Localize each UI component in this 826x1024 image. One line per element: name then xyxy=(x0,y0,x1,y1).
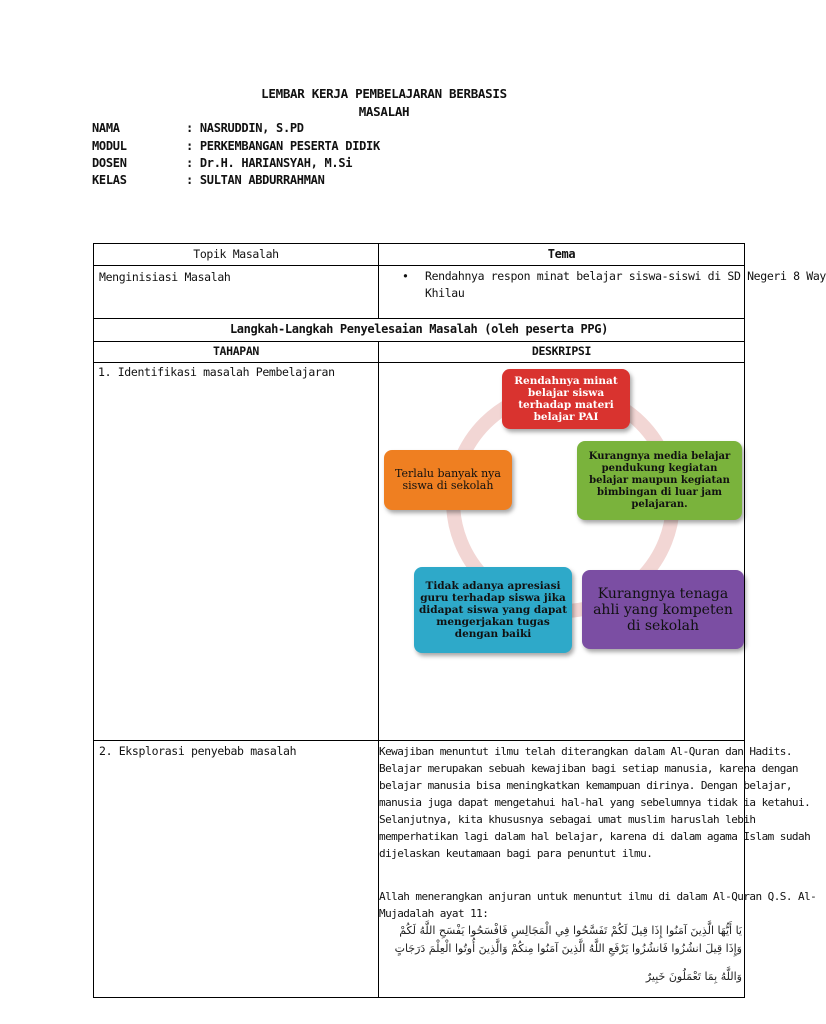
arabic-verse-line1: يَا أَيُّهَا الَّذِينَ آمَنُوا إِذَا قِيلَ لَكُمْ تَفَسَّحُوا فِي الْمَجَالِسِ فَافْسَحُوا يَفْسَحِ اللَّهُ لَكُمْ xyxy=(399,924,742,937)
tahapan-header: TAHAPAN xyxy=(212,344,259,358)
topic-cell: Menginisiasi Masalah xyxy=(99,270,231,284)
steps-title: Langkah-Langkah Penyelesaian Masalah (oleh peserta PPG) xyxy=(229,322,609,336)
cycle-box-left: Terlalu banyak nya siswa di sekolah xyxy=(384,450,512,510)
cycle-box-top: Rendahnya minat belajar siswa terhadap materi belajar PAI xyxy=(502,369,630,429)
cycle-box-bottom-left: Tidak adanya apresiasi guru terhadap siswa jika didapat siswa yang dapat mengerjakan tugas dengan baiki xyxy=(414,567,572,653)
tema-header: Tema xyxy=(547,247,576,261)
cycle-box-bottom-right: Kurangnya tenaga ahli yang kompeten di sekolah xyxy=(582,570,744,649)
arabic-verse-line2: وَإِذَا قِيلَ انشُزُوا فَانشُزُوا يَرْفَعِ اللَّهُ الَّذِينَ آمَنُوا مِنكُمْ وَالَّذِينَ أُوتُوا الْعِلْمَ دَرَجَاتٍ xyxy=(394,942,742,955)
value-modul: : PERKEMBANGAN PESERTA DIDIK xyxy=(186,139,380,153)
theme-bullet: • xyxy=(402,269,409,283)
arabic-verse-line3: وَاللَّهُ بِمَا تَعْمَلُونَ خَبِيرٌ xyxy=(645,970,742,983)
description-line: Kewajiban menuntut ilmu telah diterangkan dalam Al-Quran dan Hadits. xyxy=(379,745,792,758)
label-nama: NAMA xyxy=(92,121,120,135)
description-line: memperhatikan lagi dalam hal belajar, karena di dalam agama Islam sudah xyxy=(379,830,811,843)
label-modul: MODUL xyxy=(92,139,127,153)
quran-intro-line1: Allah menerangkan anjuran untuk menuntut ilmu di dalam Al-Quran Q.S. Al- xyxy=(379,890,817,903)
description-line: Selanjutnya, kita khususnya sebagai umat muslim haruslah lebih xyxy=(379,813,756,826)
description-line: dijelaskan keutamaan bagi para penuntut ilmu. xyxy=(379,847,653,860)
description-line: belajar manusia bisa meningkatkan kemampuan dirinya. Dengan belajar, xyxy=(379,779,792,792)
document-title-line2: MASALAH xyxy=(358,104,410,119)
exploration-description xyxy=(379,743,811,862)
step2-label: 2. Eksplorasi penyebab masalah xyxy=(99,744,297,758)
cycle-box-right: Kurangnya media belajar pendukung kegiatan belajar maupun kegiatan bimbingan di luar jam pelajaran. xyxy=(577,441,742,520)
label-dosen: DOSEN xyxy=(92,156,127,170)
label-kelas: KELAS xyxy=(92,173,127,187)
theme-text-line2: Khilau xyxy=(425,286,465,300)
topik-masalah-header: Topik Masalah xyxy=(193,247,279,261)
value-nama: : NASRUDDIN, S.PD xyxy=(186,121,304,135)
document-title-line1: LEMBAR KERJA PEMBELAJARAN BERBASIS xyxy=(261,86,507,101)
quran-intro-line2: Mujadalah ayat 11: xyxy=(379,907,489,920)
theme-text-line1: Rendahnya respon minat belajar siswa-siswi di SD Negeri 8 Way xyxy=(425,269,826,283)
value-dosen: : Dr.H. HARIANSYAH, M.Si xyxy=(186,156,353,170)
description-line: Belajar merupakan sebuah kewajiban bagi setiap manusia, karena dengan xyxy=(379,762,799,775)
value-kelas: : SULTAN ABDURRAHMAN xyxy=(186,173,325,187)
deskripsi-header: DESKRIPSI xyxy=(531,344,592,358)
step1-label: 1. Identifikasi masalah Pembelajaran xyxy=(98,365,335,379)
description-line: manusia juga dapat mengetahui hal-hal yang sebelumnya tidak ia ketahui. xyxy=(379,796,811,809)
